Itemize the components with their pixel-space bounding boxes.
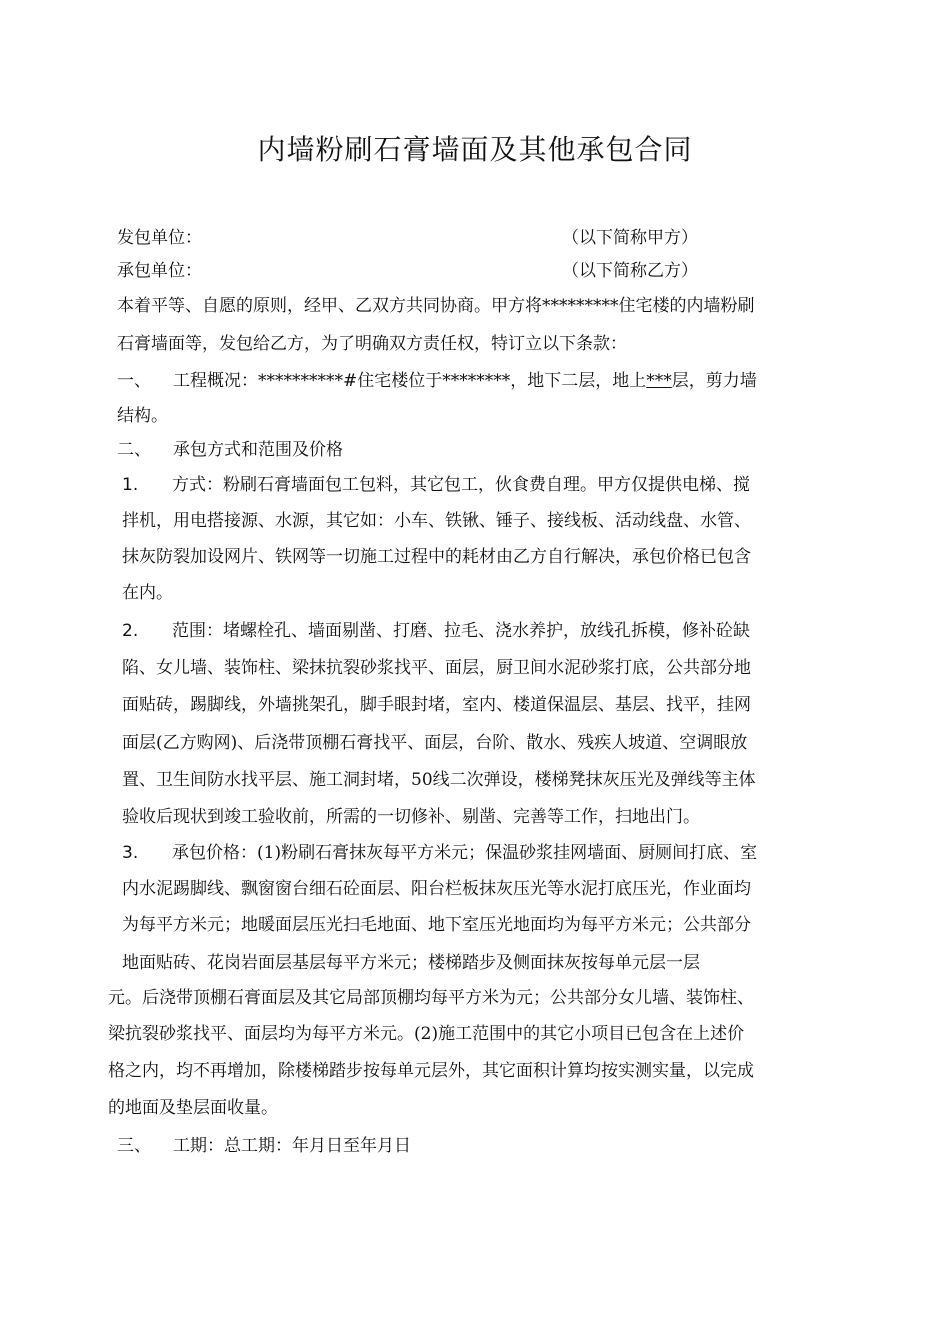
item-1-line-1 xyxy=(122,473,750,497)
section-1-line xyxy=(117,369,757,393)
item-3-number: 3. xyxy=(122,843,139,863)
section-1-text-a: 工程概况：**********#住宅楼位于********，地下二层，地上 xyxy=(173,371,647,391)
section-3-line xyxy=(117,1134,411,1158)
item-3-line-1 xyxy=(122,841,757,865)
item-3-line-8: 的地面及垫层面收量。 xyxy=(108,1098,278,1118)
item-3-line-3: 为每平方米元；地暖面层压光扫毛地面、地下室压光地面均为每平方米元；公共部分 xyxy=(122,915,751,935)
section-1-floors: *** xyxy=(646,371,672,391)
item-2-line-3: 面贴砖，踢脚线，外墙挑架孔，脚手眼封堵，室内、楼道保温层、基层、找平，挂网 xyxy=(122,695,751,715)
section-2-heading-line xyxy=(117,438,343,462)
item-2-line-4: 面层(乙方购网)、后浇带顶棚石膏找平、面层，台阶、散水、残疾人坡道、空调眼放 xyxy=(122,733,748,753)
item-2-line-1 xyxy=(122,619,750,643)
section-3-number: 三、 xyxy=(117,1136,151,1156)
item-3-line-7: 格之内，均不再增加，除楼梯踏步按每单元层外，其它面积计算均按实测实量，以完成 xyxy=(108,1061,754,1081)
item-2-line-2: 陷、女儿墙、装饰柱、梁抹抗裂砂浆找平、面层，厨卫间水泥砂浆打底，公共部分地 xyxy=(122,658,751,678)
section-1-number: 一、 xyxy=(117,371,151,391)
item-1-line-3: 抹灰防裂加设网片、铁网等一切施工过程中的耗材由乙方自行解决，承包价格已包含 xyxy=(122,547,751,567)
item-2-line-6: 验收后现状到竣工验收前，所需的一切修补、剔凿、完善等工作，扫地出门。 xyxy=(122,807,700,827)
item-2-number: 2. xyxy=(122,621,139,641)
item-1-text-1: 方式：粉刷石膏墙面包工包料，其它包工，伙食费自理。甲方仅提供电梯、搅 xyxy=(172,475,750,495)
intro-line-2: 石膏墙面等，发包给乙方，为了明确双方责任权，特订立以下条款： xyxy=(117,334,627,354)
section-1-cont: 结构。 xyxy=(117,406,168,426)
section-2-heading: 承包方式和范围及价格 xyxy=(173,440,343,460)
item-2-text-1: 范围：堵螺栓孔、墙面剔凿、打磨、拉毛、浇水养护，放线孔拆模，修补砼缺 xyxy=(172,621,750,641)
item-3-line-4: 地面贴砖、花岗岩面层基层每平方米元；楼梯踏步及侧面抹灰按每单元层一层 xyxy=(122,953,700,973)
item-3-line-2: 内水泥踢脚线、飘窗窗台细石砼面层、阳台栏板抹灰压光等水泥打底压光，作业面均 xyxy=(122,879,751,899)
employer-label: 发包单位： xyxy=(117,228,202,248)
section-1-text-b: 层，剪力墙 xyxy=(671,371,757,391)
item-3-text-1: 承包价格：(1)粉刷石膏抹灰每平方米元；保温砂浆挂网墙面、厨厕间打底、室 xyxy=(172,843,758,863)
section-3-text: 工期：总工期：年月日至年月日 xyxy=(173,1136,411,1156)
item-3-line-6: 梁抗裂砂浆找平、面层均为每平方米元。(2)施工范围中的其它小项目已包含在上述价 xyxy=(108,1024,745,1044)
item-1-number: 1. xyxy=(122,475,139,495)
section-2-number: 二、 xyxy=(117,440,151,460)
item-3-line-5: 元。后浇带顶棚石膏面层及其它局部顶棚均每平方米为元；公共部分女儿墙、装饰柱、 xyxy=(108,988,754,1008)
contractor-note: （以下简称乙方） xyxy=(562,261,698,281)
item-1-line-4: 在内。 xyxy=(122,583,173,603)
item-1-line-2: 拌机，用电搭接源、水源，其它如：小车、铁锹、锤子、接线板、活动线盘、水管、 xyxy=(122,511,751,531)
document-title: 内墙粉刷石膏墙面及其他承包合同 xyxy=(257,133,693,166)
intro-line-1: 本着平等、自愿的原则，经甲、乙双方共同协商。甲方将*********住宅楼的内墙粉刷 xyxy=(117,296,755,316)
contractor-label: 承包单位： xyxy=(117,261,202,281)
item-2-line-5: 置、卫生间防水找平层、施工洞封堵，50线二次弹设，楼梯凳抹灰压光及弹线等主体 xyxy=(122,770,756,790)
employer-note: （以下简称甲方） xyxy=(562,228,698,248)
